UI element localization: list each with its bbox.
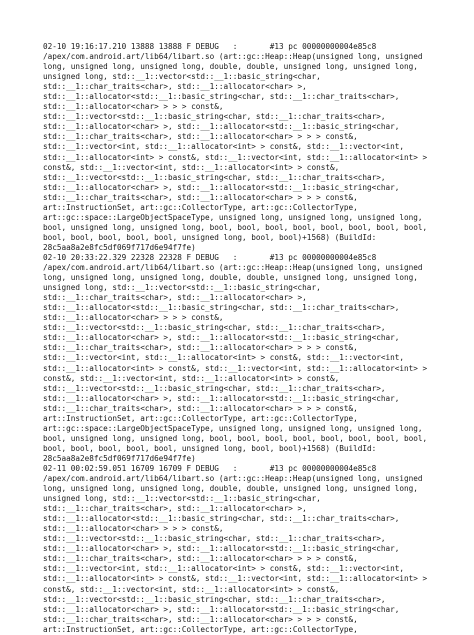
log-line: long, unsigned long, unsigned long, double, double, unsigned long, unsigned long, — [43, 484, 418, 494]
log-line: std::__1::vector<std::__1::basic_string<char, std::__1::char_traits<char>, — [43, 594, 386, 604]
log-line: std::__1::vector<std::__1::basic_string<char, std::__1::char_traits<char>, — [43, 112, 386, 122]
log-line: std::__1::allocator<std::__1::basic_string<char, std::__1::char_traits<char>, — [43, 303, 400, 313]
log-line: std::__1::allocator<int> > const&, std::__1::vector<int, std::__1::allocator<int> > — [43, 152, 428, 162]
log-line: long, unsigned long, unsigned long, double, double, unsigned long, unsigned long, — [43, 62, 418, 72]
log-line: std::__1::allocator<char> >, std::__1::allocator<std::__1::basic_string<char, — [43, 544, 400, 554]
log-line: std::__1::char_traits<char>, std::__1::allocator<char> > > > const&, — [43, 554, 358, 564]
log-line: art::gc::space::LargeObjectSpaceType, unsigned long, unsigned long, unsigned long, — [43, 212, 423, 222]
log-line: long, unsigned long, unsigned long, double, double, unsigned long, unsigned long, — [43, 273, 418, 283]
log-line: 28c5aa8a2e8fc5df069f717d6e94f7fe) — [43, 453, 196, 463]
log-line: std::__1::allocator<char> > > > const&, — [43, 102, 224, 112]
log-line: unsigned long, std::__1::vector<std::__1::basic_string<char, — [43, 72, 321, 82]
log-line: std::__1::vector<std::__1::basic_string<char, std::__1::char_traits<char>, — [43, 172, 386, 182]
log-line: std::__1::vector<int, std::__1::allocator<int> > const&, std::__1::vector<int, — [43, 353, 405, 363]
log-line: 02-11 00:02:59.051 16709 16709 F DEBUG : #13 pc 00000000004e85c8 — [43, 463, 377, 473]
log-line: unsigned long, std::__1::vector<std::__1::basic_string<char, — [43, 283, 321, 293]
log-line: 28c5aa8a2e8fc5df069f717d6e94f7fe) — [43, 242, 196, 252]
log-line: /apex/com.android.art/lib64/libart.so (art::gc::Heap::Heap(unsigned long, unsigned — [43, 474, 423, 484]
log-line: std::__1::allocator<char> > > > const&, — [43, 524, 224, 534]
log-line: art::InstructionSet, art::gc::CollectorType, art::gc::CollectorType, — [43, 624, 358, 634]
log-line: /apex/com.android.art/lib64/libart.so (art::gc::Heap::Heap(unsigned long, unsigned — [43, 52, 423, 62]
log-line: bool, unsigned long, unsigned long, bool, bool, bool, bool, bool, bool, bool, bool, — [43, 433, 428, 443]
log-line: art::InstructionSet, art::gc::CollectorType, art::gc::CollectorType, — [43, 413, 358, 423]
log-line: std::__1::allocator<std::__1::basic_string<char, std::__1::char_traits<char>, — [43, 514, 400, 524]
log-line: std::__1::vector<std::__1::basic_string<char, std::__1::char_traits<char>, — [43, 534, 386, 544]
log-line: std::__1::allocator<int> > const&, std::__1::vector<int, std::__1::allocator<int> > — [43, 363, 428, 373]
log-line: art::gc::space::LargeObjectSpaceType, unsigned long, unsigned long, unsigned long, — [43, 423, 423, 433]
log-line: std::__1::char_traits<char>, std::__1::allocator<char> >, — [43, 504, 307, 514]
log-line: const&, std::__1::vector<int, std::__1::allocator<int> > const&, — [43, 162, 340, 172]
log-line: 02-10 20:33:22.329 22328 22328 F DEBUG : #13 pc 00000000004e85c8 — [43, 252, 377, 262]
log-line: std::__1::allocator<int> > const&, std::__1::vector<int, std::__1::allocator<int> > — [43, 574, 428, 584]
log-line: bool, bool, bool, bool, bool, unsigned long, bool, bool)+1568) (BuildId: — [43, 232, 377, 242]
log-line: art::InstructionSet, art::gc::CollectorType, art::gc::CollectorType, — [43, 202, 358, 212]
log-line: std::__1::char_traits<char>, std::__1::allocator<char> > > > const&, — [43, 343, 358, 353]
log-line: std::__1::vector<int, std::__1::allocator<int> > const&, std::__1::vector<int, — [43, 142, 405, 152]
log-line: 02-10 19:16:17.210 13888 13888 F DEBUG : #13 pc 00000000004e85c8 — [43, 42, 377, 51]
log-line: std::__1::allocator<char> >, std::__1::allocator<std::__1::basic_string<char, — [43, 333, 400, 343]
log-line: std::__1::allocator<char> > > > const&, — [43, 313, 224, 323]
log-line: const&, std::__1::vector<int, std::__1::allocator<int> > const&, — [43, 373, 340, 383]
log-line: const&, std::__1::vector<int, std::__1::allocator<int> > const&, — [43, 584, 340, 594]
log-line: std::__1::allocator<char> >, std::__1::allocator<std::__1::basic_string<char, — [43, 393, 400, 403]
log-line: std::__1::char_traits<char>, std::__1::allocator<char> >, — [43, 293, 307, 303]
log-line: std::__1::vector<std::__1::basic_string<char, std::__1::char_traits<char>, — [43, 323, 386, 333]
log-line: unsigned long, std::__1::vector<std::__1::basic_string<char, — [43, 494, 321, 504]
log-line: bool, bool, bool, bool, bool, unsigned long, bool, bool)+1568) (BuildId: — [43, 443, 377, 453]
log-line: std::__1::char_traits<char>, std::__1::allocator<char> > > > const&, — [43, 192, 358, 202]
log-line: std::__1::char_traits<char>, std::__1::allocator<char> > > > const&, — [43, 403, 358, 413]
log-line: std::__1::vector<int, std::__1::allocator<int> > const&, std::__1::vector<int, — [43, 564, 405, 574]
log-line: std::__1::char_traits<char>, std::__1::allocator<char> > > > const&, — [43, 614, 358, 624]
log-line: std::__1::allocator<char> >, std::__1::allocator<std::__1::basic_string<char, — [43, 604, 400, 614]
log-line: std::__1::vector<std::__1::basic_string<char, std::__1::char_traits<char>, — [43, 383, 386, 393]
log-line: std::__1::allocator<char> >, std::__1::allocator<std::__1::basic_string<char, — [43, 122, 400, 132]
log-line: /apex/com.android.art/lib64/libart.so (art::gc::Heap::Heap(unsigned long, unsigned — [43, 263, 423, 273]
log-line: std::__1::char_traits<char>, std::__1::allocator<char> >, — [43, 82, 307, 92]
log-line: bool, unsigned long, unsigned long, bool, bool, bool, bool, bool, bool, bool, bool, — [43, 222, 428, 232]
log-line: std::__1::allocator<char> >, std::__1::allocator<std::__1::basic_string<char, — [43, 182, 400, 192]
log-line: std::__1::allocator<std::__1::basic_string<char, std::__1::char_traits<char>, — [43, 92, 400, 102]
log-line: std::__1::char_traits<char>, std::__1::allocator<char> > > > const&, — [43, 132, 358, 142]
log-document — [43, 42, 437, 635]
